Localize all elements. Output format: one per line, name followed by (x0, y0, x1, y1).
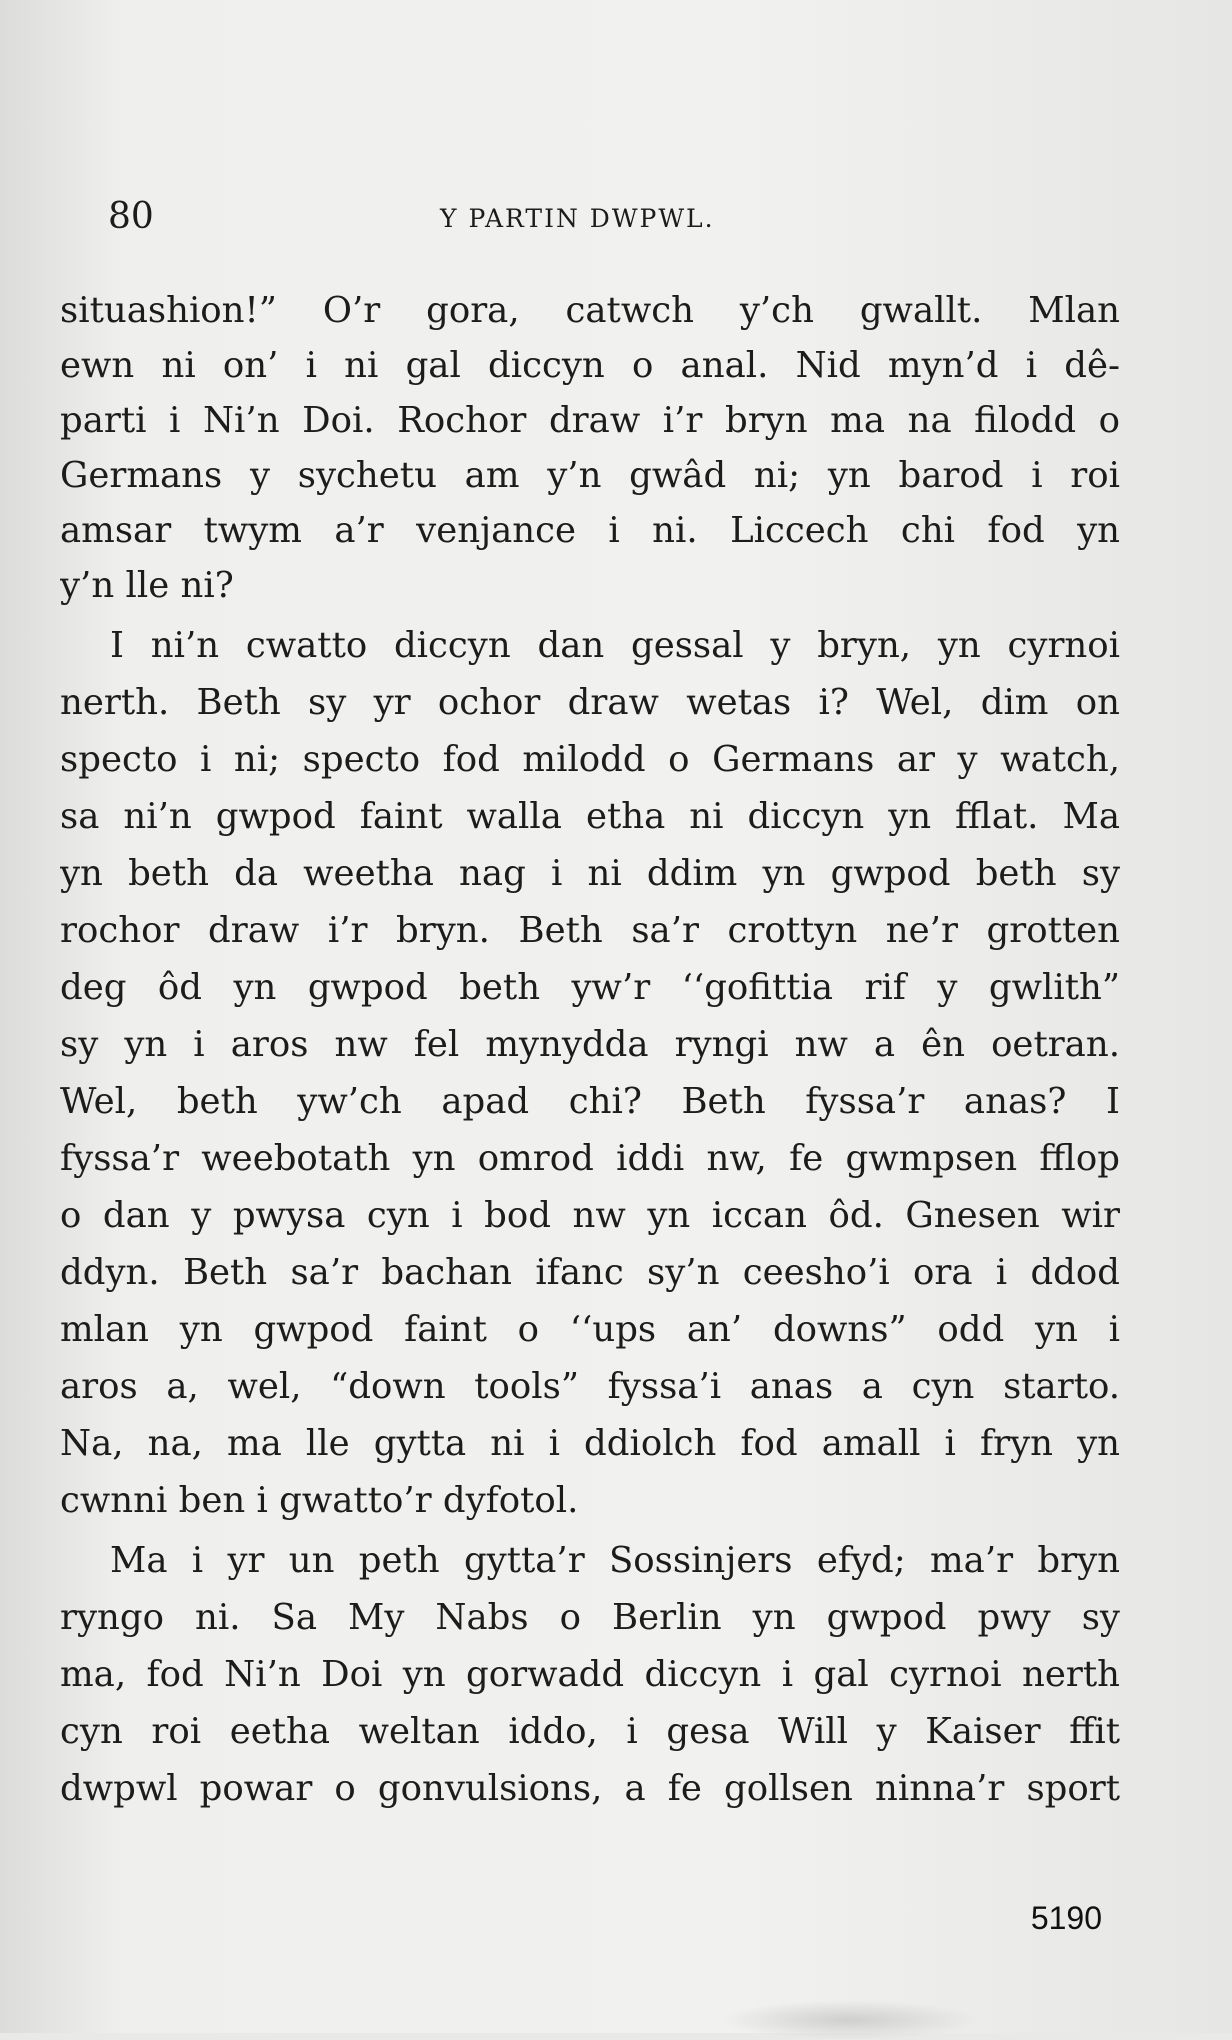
text-line: Germans y sychetu am y’n gwâd ni; yn barod i roi (60, 455, 1120, 496)
text-line: ewn ni on’ i ni gal diccyn o anal. Nid myn’d i dê- (60, 345, 1120, 386)
text-line: o dan y pwysa cyn i bod nw yn iccan ôd. Gnesen wir (60, 1195, 1120, 1236)
text-line: cyn roi eetha weltan iddo, i gesa Will y Kaiser ffit (60, 1711, 1120, 1752)
text-line: aros a, wel, “down tools” fyssa’i anas a cyn starto. (60, 1366, 1120, 1407)
text-line: ryngo ni. Sa My Nabs o Berlin yn gwpod pwy sy (60, 1597, 1120, 1638)
text-line: yn beth da weetha nag i ni ddim yn gwpod beth sy (60, 853, 1120, 894)
text-line: sy yn i aros nw fel mynydda ryngi nw a ên oetran. (60, 1024, 1120, 1065)
text-line: fyssa’r weebotath yn omrod iddi nw, fe gwmpsen fflop (60, 1138, 1120, 1179)
text-line: ddyn. Beth sa’r bachan ifanc sy’n ceesho’i ora i ddod (60, 1252, 1120, 1293)
text-line: dwpwl powar o gonvulsions, a fe gollsen ninna’r sport (60, 1768, 1120, 1809)
text-line: amsar twym a’r venjance i ni. Liccech chi fod yn (60, 510, 1120, 551)
text-line: ma, fod Ni’n Doi yn gorwadd diccyn i gal cyrnoi nerth (60, 1654, 1120, 1695)
text-line: deg ôd yn gwpod beth yw’r ‘‘gofittia rif y gwlith” (60, 967, 1120, 1008)
text-line: y’n lle ni? (60, 565, 234, 606)
text-line: cwnni ben i gwatto’r dyfotol. (60, 1480, 579, 1521)
page-header (108, 196, 1128, 246)
text-line: rochor draw i’r bryn. Beth sa’r crottyn ne’r grotten (60, 910, 1120, 951)
text-line: situashion!” O’r gora, catwch y’ch gwallt. Mlan (60, 290, 1120, 331)
text-line: I ni’n cwatto diccyn dan gessal y bryn, yn cyrnoi (110, 625, 1120, 666)
text-line: specto i ni; specto fod milodd o Germans ar y watch, (60, 739, 1120, 780)
text-line: Ma i yr un peth gytta’r Sossinjers efyd; ma’r bryn (110, 1540, 1120, 1581)
text-line: Wel, beth yw’ch apad chi? Beth fyssa’r anas? I (60, 1081, 1120, 1122)
text-line: mlan yn gwpod faint o ‘‘ups an’ downs” odd yn i (60, 1309, 1120, 1350)
text-line: parti i Ni’n Doi. Rochor draw i’r bryn ma na filodd o (60, 400, 1120, 441)
text-line: sa ni’n gwpod faint walla etha ni diccyn yn fflat. Ma (60, 796, 1120, 837)
text-line: Na, na, ma lle gytta ni i ddiolch fod amall i fryn yn (60, 1423, 1120, 1464)
text-line: nerth. Beth sy yr ochor draw wetas i? Wel, dim on (60, 682, 1120, 723)
document-id-stamp: 5190 (1030, 1900, 1102, 1936)
page-number: 80 (108, 196, 154, 237)
page-shadow (720, 2000, 980, 2040)
running-title: Y PARTIN DWPWL. (440, 204, 715, 233)
